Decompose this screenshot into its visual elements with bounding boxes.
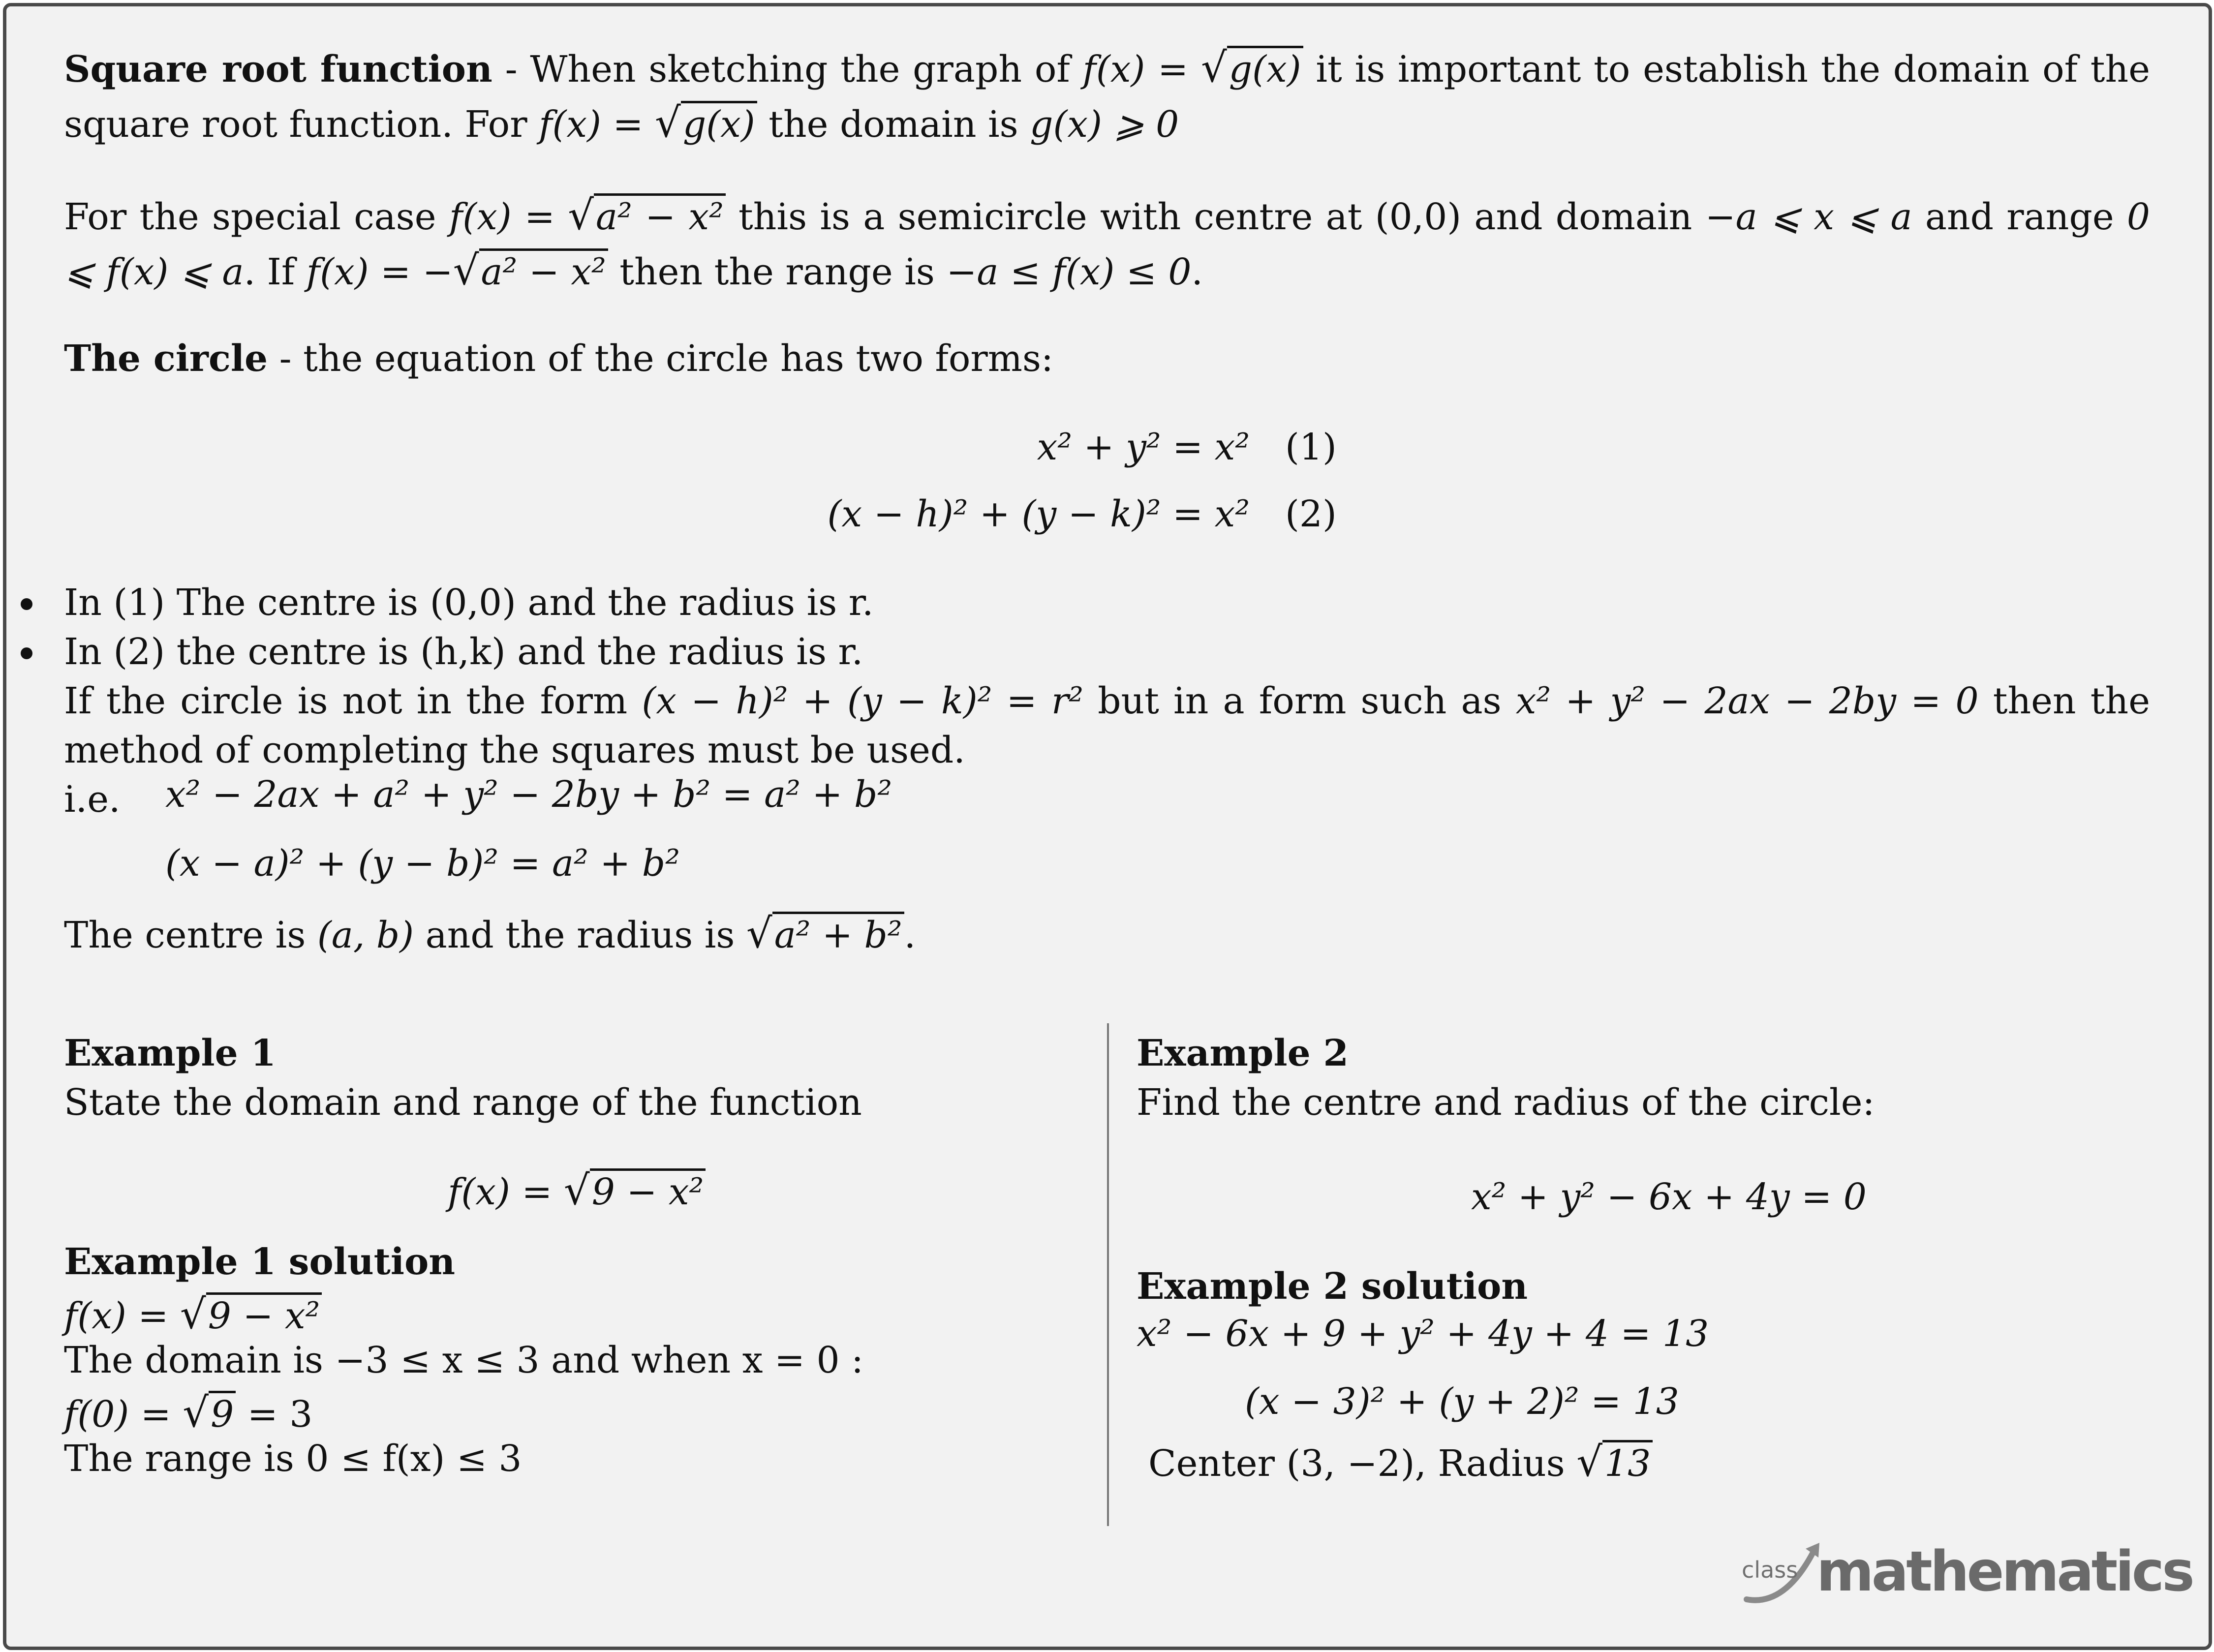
circle-equation-1: x² + y² = x²	[1037, 426, 1250, 468]
semicircle-paragraph: For the special case f(x) = √a² − x² this is a semicircle with centre at (0,0) and domain −a ⩽ x ⩽ a and range 0 ⩽ f(x) ⩽ a. If f(x) = −√a² − x² then the range is −a ≤ f(x) ≤ 0.	[64, 191, 2150, 294]
sqrt-g-of-x: √g(x)	[655, 103, 757, 146]
classmathematics-logo	[1732, 1538, 2192, 1612]
square-root-heading: Square root function	[64, 48, 492, 91]
example1-solution-line-4: The range is 0 ≤ f(x) ≤ 3	[64, 1438, 522, 1480]
example2-solution-heading: Example 2 solution	[1137, 1265, 1528, 1308]
square-root-paragraph: Square root function - When sketching the graph of f(x) = √g(x) it is important to establish the domain of the square root function. For f(x) = √g(x) the domain is g(x) ⩾ 0	[64, 44, 2150, 147]
bullet-item-2: In (2) the centre is (h,k) and the radius is r.	[64, 628, 863, 677]
example1-equation: f(x) = √9 − x²	[448, 1163, 706, 1218]
example1-solution-heading: Example 1 solution	[64, 1241, 456, 1283]
equation-number-1: (1)	[1285, 426, 1337, 468]
sqrt-a2-plus-b2: √a² + b²	[746, 914, 904, 956]
example1-solution-line-2: The domain is −3 ≤ x ≤ 3 and when x = 0 :	[64, 1339, 864, 1381]
example2-heading: Example 2	[1137, 1032, 1349, 1074]
sqrt-a2-minus-x2: √a² − x²	[453, 251, 608, 293]
example2-prompt: Find the centre and radius of the circle:	[1137, 1081, 1875, 1124]
column-divider	[1107, 1023, 1109, 1526]
sqrt-a2-minus-x2: √a² − x²	[568, 196, 726, 238]
equation-number-2: (2)	[1285, 493, 1337, 535]
example2-equation: x² + y² − 6x + 4y = 0	[1471, 1176, 1867, 1218]
ie-line-1: x² − 2ax + a² + y² − 2by + b² = a² + b²	[165, 773, 892, 816]
ie-line-2: (x − a)² + (y − b)² = a² + b²	[165, 842, 680, 885]
example2-solution-line-1: x² − 6x + 9 + y² + 4y + 4 = 13	[1137, 1313, 1709, 1355]
domain-condition: g(x) ⩾ 0	[1030, 103, 1179, 146]
centre-radius-line: The centre is (a, b) and the radius is √a² + b².	[64, 910, 916, 957]
example2-solution-line-2: (x − 3)² + (y + 2)² = 13	[1245, 1380, 1679, 1423]
example2-solution-line-3: Center (3, −2), Radius √13	[1148, 1435, 1653, 1490]
completing-square-paragraph: If the circle is not in the form (x − h)² + (y − k)² = r² but in a form such as x² + y² − 2ax − 2by = 0 then the method of completing the squares must be used.	[64, 680, 2150, 771]
example1-prompt: State the domain and range of the function	[64, 1081, 862, 1124]
bullet-item-1: In (1) The centre is (0,0) and the radius is r.	[64, 579, 874, 628]
sqrt-g-of-x: √g(x)	[1201, 48, 1303, 91]
example1-heading: Example 1	[64, 1032, 276, 1074]
logo-mathematics-text: mathematics	[1816, 1540, 2192, 1604]
ie-label: i.e.	[64, 778, 121, 821]
circle-heading: The circle	[64, 337, 268, 380]
example1-solution-line-1: f(x) = √9 − x²	[64, 1287, 322, 1342]
logo-class-text: class	[1742, 1557, 1798, 1583]
circle-equation-2: (x − h)² + (y − k)² = x²	[827, 493, 1250, 535]
example1-solution-line-3: f(0) = √9 = 3	[64, 1389, 313, 1437]
circle-heading-line: The circle - the equation of the circle has two forms:	[64, 337, 1053, 380]
